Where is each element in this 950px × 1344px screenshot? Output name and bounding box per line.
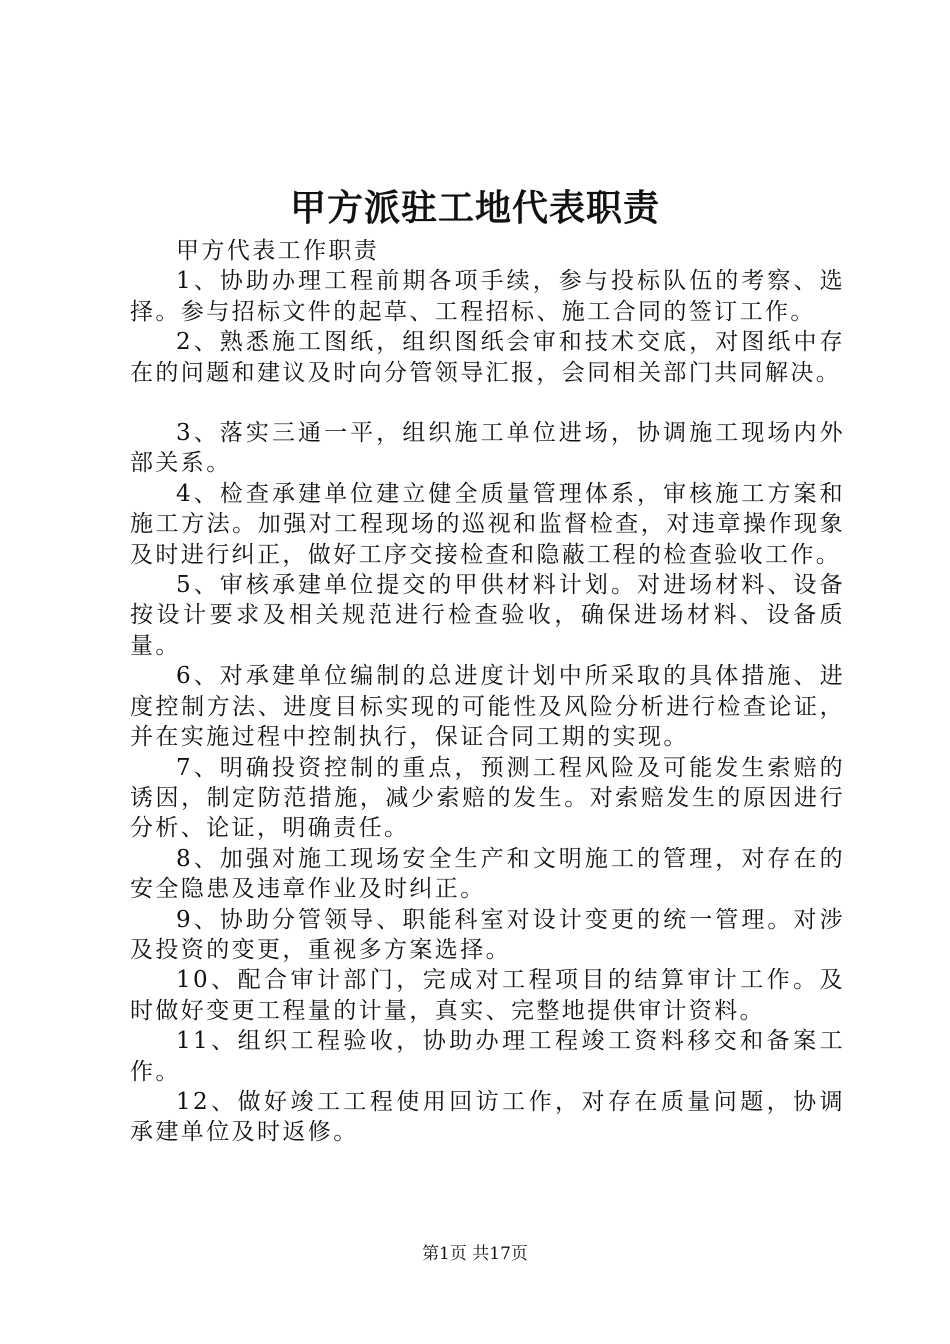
page-footer: 第1页 共17页 [422,1244,528,1264]
paragraph-10: 10、配合审计部门，完成对工程项目的结算审计工作。及时做好变更工程量的计量，真实、完整地提供审计资料。 [130,967,845,1024]
paragraph-3: 3、落实三通一平，组织施工单位进场，协调施工现场内外部关系。 [130,420,845,477]
paragraph-5: 5、审核承建单位提交的甲供材料计划。对进场材料、设备按设计要求及相关规范进行检查验收，确保进场材料、设备质量。 [130,572,845,659]
paragraph-7: 7、明确投资控制的重点，预测工程风险及可能发生索赔的诱因，制定防范措施，减少索赔的发生。对索赔发生的原因进行分析、论证，明确责任。 [130,754,845,842]
paragraph-12: 12、做好竣工工程使用回访工作，对存在质量问题，协调承建单位及时返修。 [130,1088,845,1146]
document-title: 甲方派驻工地代表职责 [289,187,660,229]
section-heading: 甲方代表工作职责 [176,238,380,264]
paragraph-8: 8、加强对施工现场安全生产和文明施工的管理，对存在的安全隐患及违章作业及时纠正。 [130,845,845,903]
document-body [130,236,845,1148]
paragraph-1: 1、协助办理工程前期各项手续，参与投标队伍的考察、选择。参与招标文件的起草、工程招标、施工合同的签订工作。 [130,268,845,325]
paragraph-2: 2、熟悉施工图纸，组织图纸会审和技术交底，对图纸中存在的问题和建议及时向分管领导汇报，会同相关部门共同解决。 [130,329,845,386]
paragraph-6: 6、对承建单位编制的总进度计划中所采取的具体措施、进度控制方法、进度目标实现的可能性及风险分析进行检查论证，并在实施过程中控制执行，保证合同工期的实现。 [130,663,845,751]
paragraph-11: 11、组织工程验收，协助办理工程竣工资料移交和备案工作。 [130,1028,845,1085]
paragraph-4: 4、检查承建单位建立健全质量管理体系，审核施工方案和施工方法。加强对工程现场的巡视和监督检查，对违章操作现象及时进行纠正，做好工序交接检查和隐蔽工程的检查验收工作。 [130,480,845,568]
paragraph-9: 9、协助分管领导、职能科室对设计变更的统一管理。对涉及投资的变更，重视多方案选择。 [130,906,845,963]
blank-line [130,388,845,418]
